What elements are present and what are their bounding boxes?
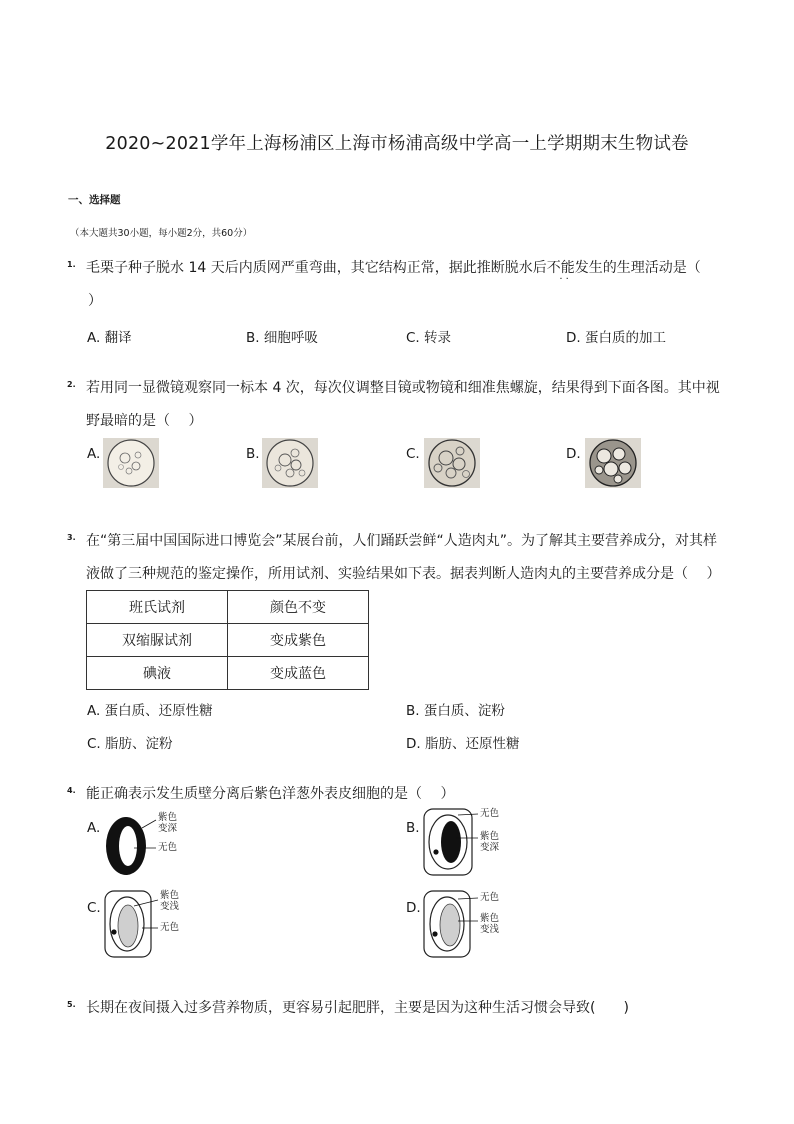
question-2-option-a[interactable]: A. bbox=[87, 446, 101, 462]
table-row bbox=[87, 591, 369, 624]
question-4-option-a[interactable]: A. bbox=[87, 820, 101, 836]
label-a-colorless: 无色 bbox=[158, 842, 178, 853]
question-3-option-c[interactable]: C. 脂肪、淀粉 bbox=[87, 736, 173, 752]
table-cell: 变成紫色 bbox=[228, 624, 369, 657]
page-title: 2020~2021学年上海杨浦区上海市杨浦高级中学高一上学期期末生物试卷 bbox=[105, 134, 689, 154]
label-c-colorless: 无色 bbox=[160, 922, 180, 933]
table-row bbox=[87, 657, 369, 690]
question-1-option-d[interactable]: D. 蛋白质的加工 bbox=[566, 330, 666, 346]
table-cell: 变成蓝色 bbox=[228, 657, 369, 690]
question-2-line-2: 野最暗的是（ ） bbox=[86, 413, 203, 429]
label-a-purple: 紫色 bbox=[158, 812, 178, 823]
label-b-colorless: 无色 bbox=[480, 808, 500, 819]
label-d-purple: 紫色 bbox=[480, 913, 500, 924]
label-c-purple: 紫色 bbox=[160, 890, 180, 901]
question-3-option-b[interactable]: B. 蛋白质、淀粉 bbox=[406, 703, 505, 719]
table-cell: 班氏试剂 bbox=[87, 591, 228, 624]
question-1-option-c[interactable]: C. 转录 bbox=[406, 330, 452, 346]
table-row bbox=[87, 624, 369, 657]
question-1-option-a[interactable]: A. 翻译 bbox=[87, 330, 132, 346]
question-1-text-a: 毛栗子种子脱水 14 天后内质网严重弯曲，其它结构正常，据此推断脱水后 bbox=[86, 260, 547, 276]
question-3-line-2: 液做了三种规范的鉴定操作，所用试剂、实验结果如下表。据表判断人造肉丸的主要营养成分是（ ） bbox=[86, 566, 721, 582]
question-4-number: 4. bbox=[67, 786, 76, 795]
label-d-lighter: 变浅 bbox=[480, 924, 500, 935]
question-3-option-d[interactable]: D. 脂肪、还原性糖 bbox=[406, 736, 520, 752]
question-2-number: 2. bbox=[67, 380, 76, 389]
question-4-line-1: 能正确表示发生质壁分离后紫色洋葱外表皮细胞的是（ ） bbox=[86, 786, 455, 802]
section-note: （本大题共30小题，每小题2分，共60分） bbox=[70, 228, 253, 239]
question-1-option-b[interactable]: B. 细胞呼吸 bbox=[246, 330, 318, 346]
label-d-colorless: 无色 bbox=[480, 892, 500, 903]
label-b-darker: 变深 bbox=[480, 842, 500, 853]
question-3-option-a[interactable]: A. 蛋白质、还原性糖 bbox=[87, 703, 213, 719]
question-2-option-b[interactable]: B. bbox=[246, 446, 260, 462]
question-1-emphasis: 不能 · · bbox=[546, 260, 575, 285]
question-4-option-b[interactable]: B. bbox=[406, 820, 420, 836]
question-1-line-1 bbox=[86, 252, 701, 285]
question-5-number: 5. bbox=[67, 1000, 76, 1009]
micrograph-c-image bbox=[424, 438, 480, 488]
question-5-line-1: 长期在夜间摄入过多营养物质，更容易引起肥胖，主要是因为这种生活习惯会导致( ) bbox=[86, 1000, 629, 1016]
micrograph-b-image bbox=[262, 438, 318, 488]
label-c-lighter: 变浅 bbox=[160, 901, 180, 912]
micrograph-d-image bbox=[585, 438, 641, 488]
reagent-result-table bbox=[86, 590, 369, 690]
micrograph-a-image bbox=[103, 438, 159, 488]
question-2-line-1: 若用同一显微镜观察同一标本 4 次，每次仪调整目镜或物镜和细准焦螺旋，结果得到下面各图。其中视 bbox=[86, 380, 720, 396]
table-cell: 颜色不变 bbox=[228, 591, 369, 624]
question-1-number: 1. bbox=[67, 260, 76, 269]
section-heading: 一、选择题 bbox=[68, 194, 121, 206]
question-4-option-c[interactable]: C. bbox=[87, 900, 101, 916]
question-3-line-1: 在“第三届中国国际进口博览会”某展台前，人们踊跃尝鲜“人造肉丸”。为了解其主要营养成分，对其样 bbox=[86, 533, 718, 549]
label-a-darker: 变深 bbox=[158, 823, 178, 834]
question-2-option-c[interactable]: C. bbox=[406, 446, 420, 462]
question-1-line-2: ） bbox=[88, 293, 102, 309]
question-2-option-d[interactable]: D. bbox=[566, 446, 581, 462]
question-4-option-d[interactable]: D. bbox=[406, 900, 421, 916]
question-1-text-b: 发生的生理活动是（ bbox=[574, 260, 701, 276]
question-3-number: 3. bbox=[67, 533, 76, 542]
label-b-purple: 紫色 bbox=[480, 831, 500, 842]
table-cell: 双缩脲试剂 bbox=[87, 624, 228, 657]
table-cell: 碘液 bbox=[87, 657, 228, 690]
